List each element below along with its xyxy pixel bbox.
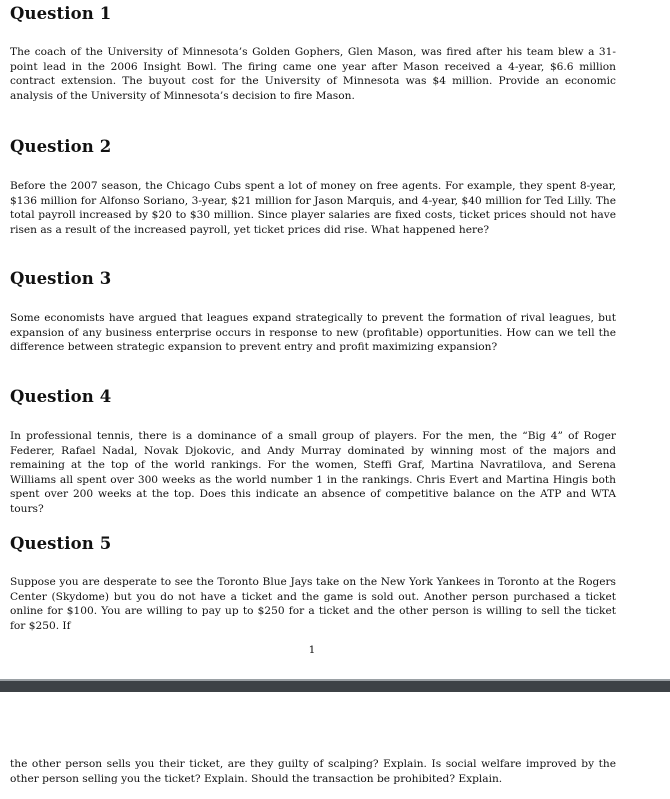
page-separator: [0, 681, 670, 692]
question-1-text: The coach of the University of Minnesota’s Golden Gophers, Glen Mason, was fired after his team blew a 31-point lead in the 2006 Insight Bowl. The firing came one year after Mason received a 4-year, $6.6 million contract extension. The buyout cost for the University of Minnesota was $4 million. Provide an economic analysis of the University of Minnesota’s decision to fire Mason.: [10, 46, 616, 102]
question-4-text: In professional tennis, there is a dominance of a small group of players. For the men, the “Big 4” of Roger Federer, Rafael Nadal, Novak Djokovic, and Andy Murray dominated by winning most of the majors and remaining at the top of the world rankings. For the women, Steffi Graf, Martina Navratilova, and Serena Williams all spent over 300 weeks as the world number 1 in the rankings. Chris Evert and Martina Hingis both spent over 200 weeks at the top. Does this indicate an absence of competitive balance on the ATP and WTA tours?: [10, 430, 616, 515]
question-5-text: Suppose you are desperate to see the Toronto Blue Jays take on the New York Yankees in Toronto at the Rogers Center (Skydome) but you do not have a ticket and the game is sold out. Another person purchased a ticket online for $100. You are willing to pay up to $250 for a ticket and the other person is willing to sell the ticket for $250. If: [10, 576, 616, 632]
question-5-continuation: the other person sells you their ticket, are they guilty of scalping? Explain. Is social welfare improved by the other person selling you the ticket? Explain. Should the transaction be prohibited? Explain.: [10, 758, 616, 785]
question-3-title: Question 3: [10, 269, 112, 288]
question-3-text: Some economists have argued that leagues expand strategically to prevent the formation of rival leagues, but expansion of any business enterprise occurs in response to new (profitable) opportunities. How can we tell the difference between strategic expansion to prevent entry and profit maximizing expansion?: [10, 312, 616, 354]
page-number: 1: [308, 644, 316, 656]
question-5-title: Question 5: [10, 534, 112, 553]
question-2-text: Before the 2007 season, the Chicago Cubs spent a lot of money on free agents. For example, they spent 8-year, $136 million for Alfonso Soriano, 3-year, $21 million for Jason Marquis, and 4-year, $40 million for Ted Lilly. The total payroll increased by $20 to $30 million. Since player salaries are fixed costs, ticket prices should not have risen as a result of the increased payroll, yet ticket prices did rise. What happened here?: [10, 180, 616, 236]
question-2-title: Question 2: [10, 137, 112, 156]
question-4-title: Question 4: [10, 387, 112, 406]
question-1-title: Question 1: [10, 4, 112, 23]
